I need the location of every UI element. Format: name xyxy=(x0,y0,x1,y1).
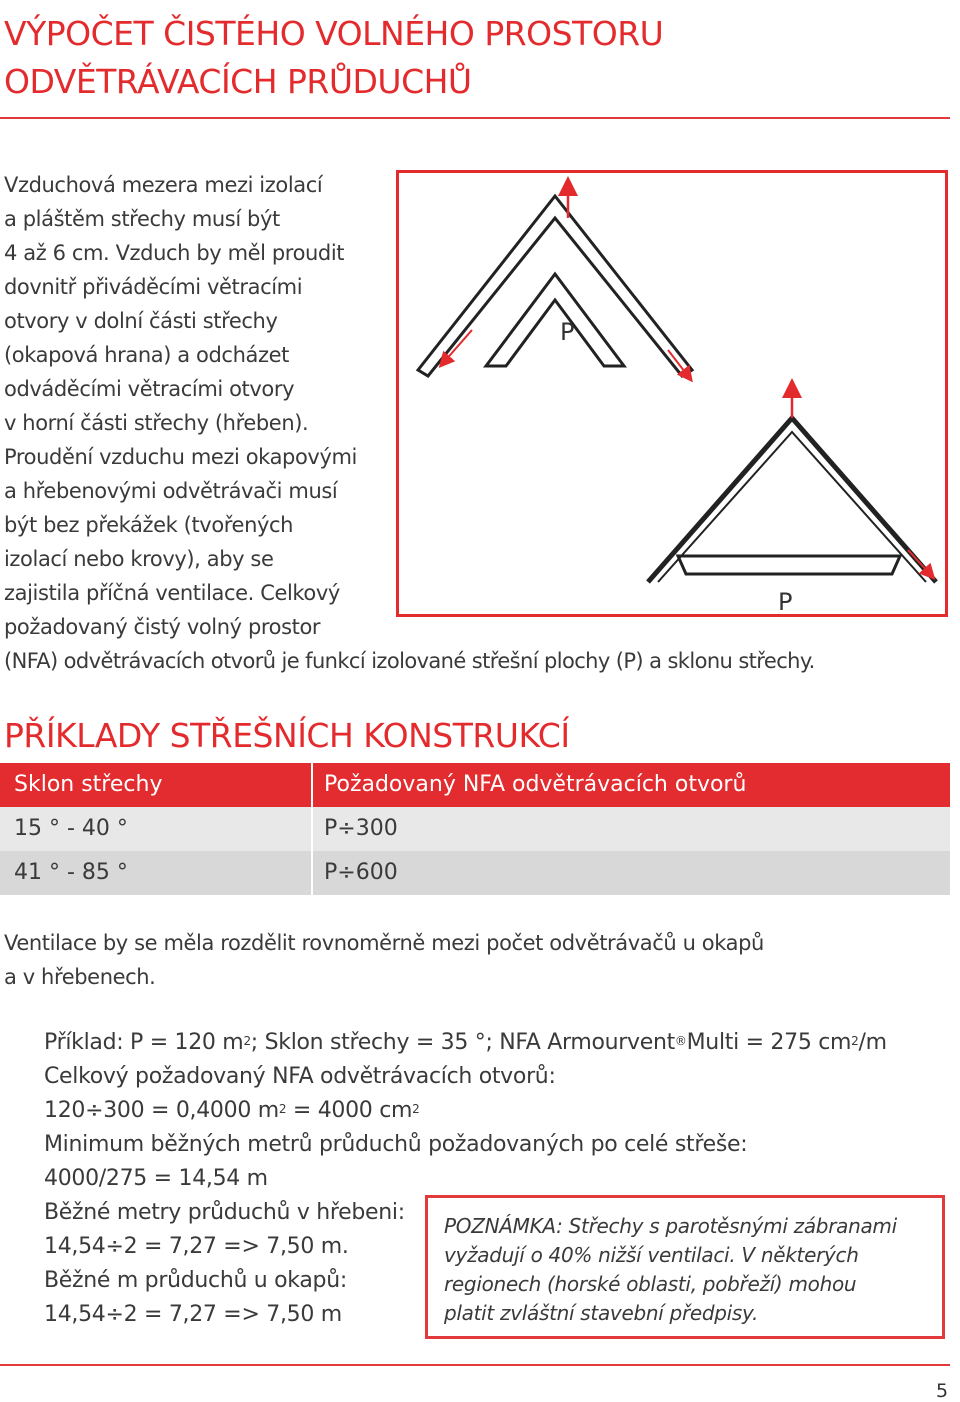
page-title xyxy=(4,10,663,106)
table-cell: 15 ° - 40 ° xyxy=(14,816,128,841)
intro-paragraph xyxy=(4,168,357,644)
intro-line: 4 až 6 cm. Vzduch by měl proudit xyxy=(4,241,345,265)
title-divider xyxy=(0,117,950,119)
note-line: regionech (horské oblasti, pobřeží) mohou xyxy=(444,1272,857,1296)
example-line: 14,54÷2 = 7,27 => 7,50 m. xyxy=(44,1234,349,1259)
roof-pitch-table xyxy=(0,763,950,895)
example-line: Běžné m průduchů u okapů: xyxy=(44,1268,347,1293)
section-title: PŘÍKLADY STŘEŠNÍCH KONSTRUKCÍ xyxy=(4,716,570,755)
table-cell: P÷300 xyxy=(324,816,398,841)
table-row xyxy=(0,807,950,851)
table-row xyxy=(0,851,950,895)
intro-line: a pláštěm střechy musí být xyxy=(4,207,280,231)
insulation-band xyxy=(486,274,624,366)
diagram-label-bottom: P xyxy=(778,588,793,616)
page-title-line-2: ODVĚTRÁVACÍCH PRŮDUCHŮ xyxy=(4,62,472,101)
example-line: Příklad: P = 120 $m^2$; Sklon střechy = 35 °; NFA Armourvent®Multi = 275 $cm^2/m$ xyxy=(44,1030,887,1055)
intro-line: v horní části střechy (hřeben). xyxy=(4,411,309,435)
table-cell: P÷600 xyxy=(324,860,398,885)
table-cell: 41 ° - 85 ° xyxy=(14,860,128,885)
roof-ventilation-diagram xyxy=(396,170,948,618)
note-line: platit zvláštní stavební předpisy. xyxy=(444,1301,759,1325)
intro-line: požadovaný čistý volný prostor xyxy=(4,615,321,639)
example-line: 14,54÷2 = 7,27 => 7,50 m xyxy=(44,1302,342,1327)
ventilation-line: a v hřebenech. xyxy=(4,965,156,989)
airflow-arrow xyxy=(908,550,930,574)
intro-line: a hřebenovými odvětrávači musí xyxy=(4,479,338,503)
ventilation-paragraph xyxy=(4,926,904,994)
column-divider xyxy=(311,851,313,895)
example-line: 120÷300 = 0,4000 $m^2 = 4000$ $cm^2$ xyxy=(44,1098,420,1123)
airflow-arrow xyxy=(444,330,472,362)
diagram-frame xyxy=(398,172,947,616)
table-header-cell: Požadovaný NFA odvětrávacích otvorů xyxy=(324,772,747,797)
footer-divider xyxy=(0,1364,950,1366)
roof-outer-outline xyxy=(418,196,692,376)
intro-line: zajistila příčná ventilace. Celkový xyxy=(4,581,340,605)
intro-line: izolací nebo krovy), aby se xyxy=(4,547,274,571)
intro-tail-line: (NFA) odvětrávacích otvorů je funkcí izolované střešní plochy (P) a sklonu střechy. xyxy=(4,649,815,673)
page-title-line-1: VÝPOČET ČISTÉHO VOLNÉHO PROSTORU xyxy=(4,14,664,53)
ceiling-insulation xyxy=(678,556,900,574)
intro-line: otvory v dolní části střechy xyxy=(4,309,278,333)
intro-line: (okapová hrana) a odcházet xyxy=(4,343,289,367)
example-line: Minimum běžných metrů průduchů požadovaných po celé střeše: xyxy=(44,1132,748,1157)
note-box xyxy=(425,1195,945,1339)
table-header-cell: Sklon střechy xyxy=(14,772,163,797)
intro-line: dovnitř přiváděcími větracími xyxy=(4,275,303,299)
note-line: vyžadují o 40% nižší ventilaci. V některých xyxy=(444,1243,859,1267)
column-divider xyxy=(311,763,313,807)
example-line: Celkový požadovaný NFA odvětrávacích otvorů: xyxy=(44,1064,556,1089)
note-line: POZNÁMKA: Střechy s parotěsnými zábranami xyxy=(444,1214,897,1238)
example-line: 4000/275 = 14,54 m xyxy=(44,1166,268,1191)
intro-line: Proudění vzduchu mezi okapovými xyxy=(4,445,357,469)
intro-line: odváděcími větracími otvory xyxy=(4,377,295,401)
ventilation-line: Ventilace by se měla rozdělit rovnoměrně mezi počet odvětrávačů u okapů xyxy=(4,931,764,955)
page-number: 5 xyxy=(936,1380,949,1402)
column-divider xyxy=(311,807,313,851)
example-line: Běžné metry průduchů v hřebeni: xyxy=(44,1200,405,1225)
intro-line: Vzduchová mezera mezi izolací xyxy=(4,173,323,197)
intro-line: být bez překážek (tvořených xyxy=(4,513,294,537)
table-header-row xyxy=(0,763,950,807)
diagram-label-top: P xyxy=(560,318,575,346)
lower-roof-outline-inner xyxy=(658,432,926,582)
